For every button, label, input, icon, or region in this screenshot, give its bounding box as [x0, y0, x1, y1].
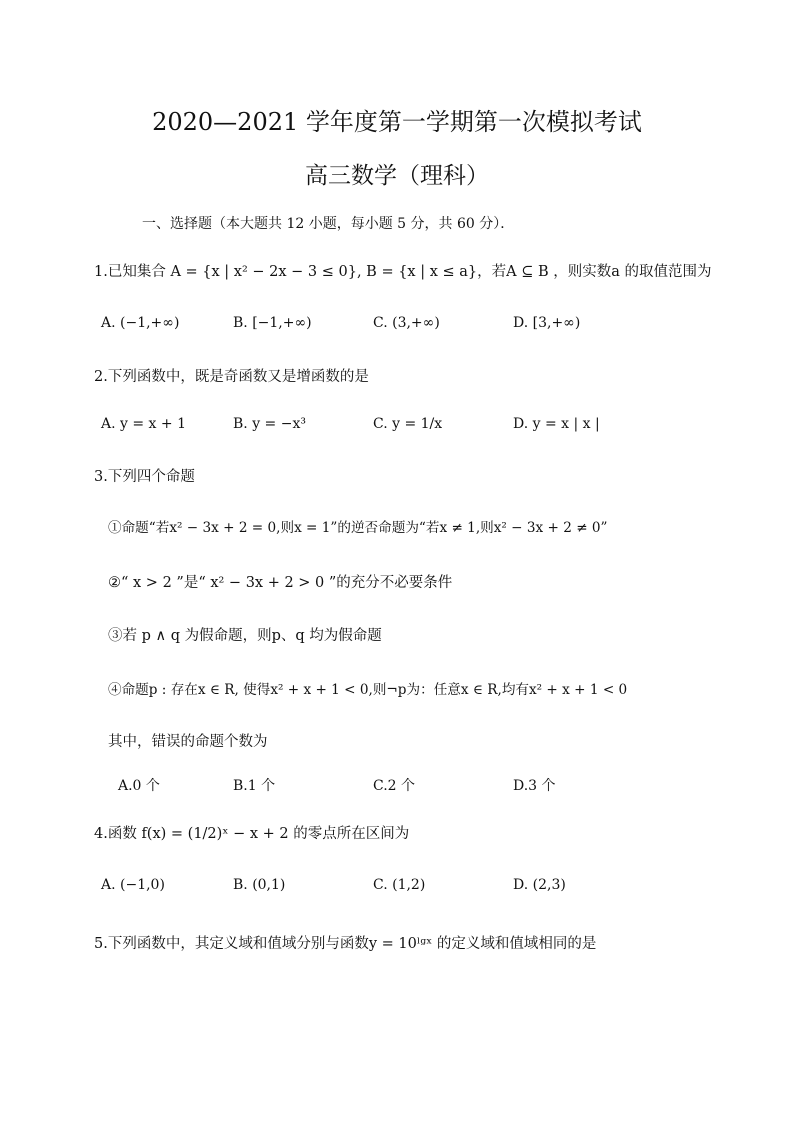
question-4-option-d: D. (2,3) — [513, 877, 566, 893]
question-3-statement-3: ③若 p ∧ q 为假命题，则p、q 均为假命题 — [108, 628, 382, 644]
question-2-option-c: C. y = 1/x — [373, 416, 443, 432]
question-3-statement-2: ②“ x > 2 ”是“ x² − 3x + 2 > 0 ”的充分不必要条件 — [108, 575, 453, 591]
question-2-option-b: B. y = −x³ — [233, 416, 306, 432]
question-4-option-c: C. (1,2) — [373, 877, 426, 893]
exam-title: 2020—2021 学年度第一学期第一次模拟考试 — [152, 108, 642, 136]
question-1-option-c: C. (3,+∞) — [373, 315, 440, 331]
question-3-option-b: B.1 个 — [233, 778, 276, 794]
question-1-option-a: A. (−1,+∞) — [101, 315, 180, 331]
question-3-option-c: C.2 个 — [373, 778, 416, 794]
question-2-stem: 2.下列函数中，既是奇函数又是增函数的是 — [94, 369, 369, 385]
question-1-option-d: D. [3,+∞) — [513, 315, 581, 331]
question-5-stem: 5.下列函数中，其定义域和值域分别与函数y = 10ˡᵍˣ 的定义域和值域相同的是 — [94, 936, 597, 952]
exam-subtitle: 高三数学（理科） — [305, 163, 489, 189]
question-3-stem: 3.下列四个命题 — [94, 469, 195, 485]
question-4-stem: 4.函数 f(x) = (1/2)ˣ − x + 2 的零点所在区间为 — [94, 826, 410, 842]
section-heading: 一、选择题（本大题共 12 小题，每小题 5 分，共 60 分）． — [142, 216, 515, 232]
question-1-option-b: B. [−1,+∞) — [233, 315, 312, 331]
question-3-statement-1: ①命题“若x² − 3x + 2 = 0,则x = 1”的逆否命题为“若x ≠ 1,则x² − 3x + 2 ≠ 0” — [108, 520, 608, 536]
question-2-option-a: A. y = x + 1 — [101, 416, 186, 432]
question-3-option-a: A.0 个 — [118, 778, 160, 794]
question-3-option-d: D.3 个 — [513, 778, 556, 794]
question-3-statement-4: ④命题p : 存在x ∈ R, 使得x² + x + 1 < 0,则¬p为：任意x ∈ R,均有x² + x + 1 < 0 — [108, 682, 628, 698]
question-3-prompt: 其中，错误的命题个数为 — [108, 734, 268, 750]
question-2-option-d: D. y = x | x | — [513, 416, 600, 432]
question-1-stem: 1.已知集合 A = {x | x² − 2x − 3 ≤ 0}, B = {x | x ≤ a}，若A ⊆ B ，则实数a 的取值范围为 — [94, 264, 712, 280]
question-4-option-a: A. (−1,0) — [101, 877, 165, 893]
question-4-option-b: B. (0,1) — [233, 877, 286, 893]
